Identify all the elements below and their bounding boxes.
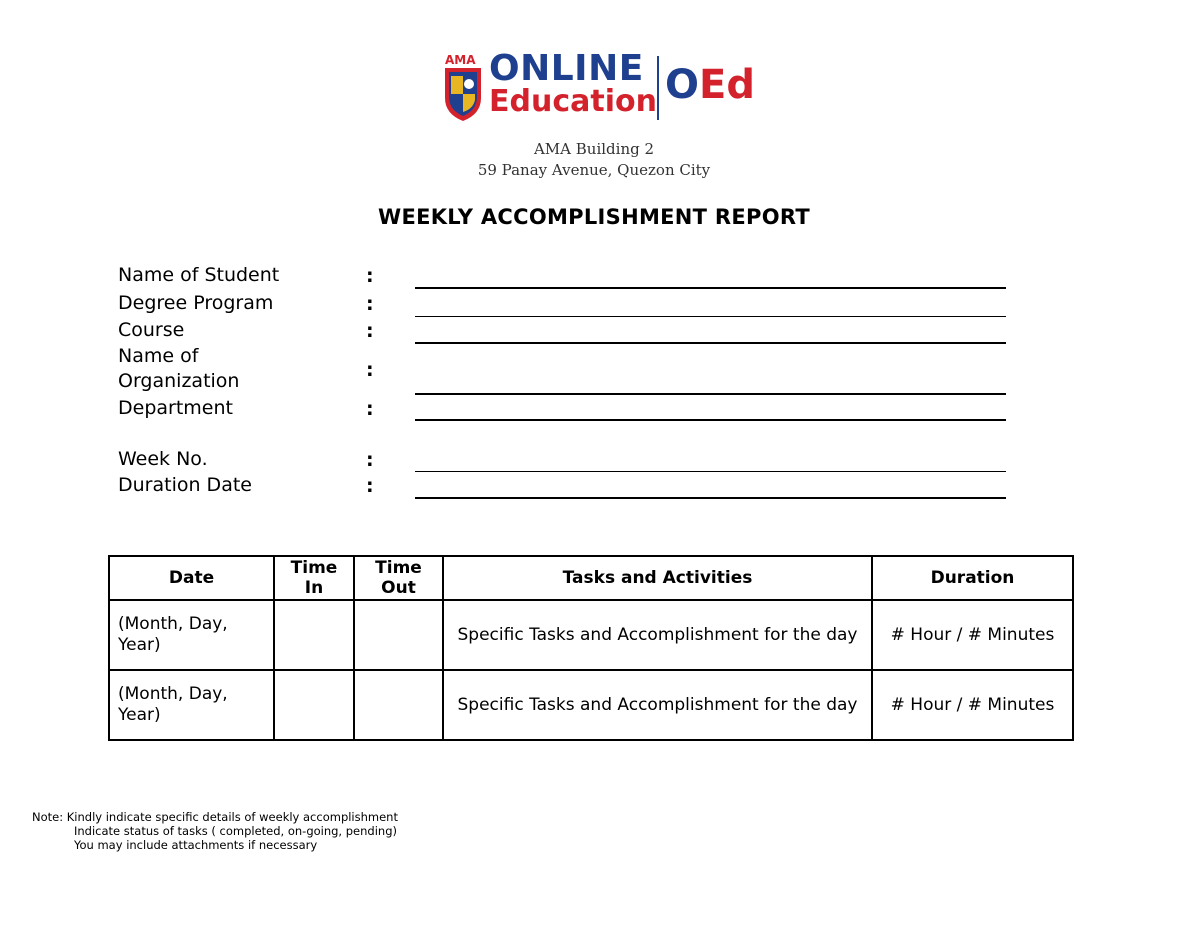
address-line-2: 59 Panay Avenue, Quezon City [477, 161, 711, 179]
input-line-duration-date[interactable] [415, 497, 1006, 499]
colon-degree: : [366, 293, 374, 315]
colon-duration-date: : [366, 475, 374, 497]
cell-duration[interactable]: # Hour / # Minutes [872, 670, 1073, 740]
label-name-of-organization-line1: Name of [118, 345, 199, 367]
header-date: Date [109, 556, 274, 600]
input-line-week[interactable] [415, 471, 1006, 472]
label-name-of-student: Name of Student [118, 264, 280, 286]
colon-week: : [366, 449, 374, 471]
input-line-department[interactable] [415, 419, 1006, 421]
input-line-student[interactable] [415, 287, 1006, 289]
cell-date[interactable]: (Month, Day, Year) [109, 670, 274, 740]
cell-task[interactable]: Specific Tasks and Accomplishment for the day [443, 600, 872, 670]
table-row [109, 670, 1073, 740]
colon-student: : [366, 265, 374, 287]
logo-shield-text: AMA [445, 53, 476, 67]
logo-oed: OEd [665, 62, 755, 108]
cell-time-out[interactable] [354, 600, 443, 670]
colon-organization: : [366, 359, 374, 381]
colon-course: : [366, 320, 374, 342]
note-line-2: Indicate status of tasks ( completed, on-going, pending) [74, 824, 397, 838]
note-line-3: You may include attachments if necessary [74, 838, 318, 852]
logo-word-online: ONLINE [489, 48, 644, 89]
label-course: Course [118, 319, 185, 341]
header-time-in: Time In [274, 556, 354, 600]
label-name-of-organization-line2: Organization [118, 370, 240, 392]
input-line-degree[interactable] [415, 316, 1006, 317]
footer-note [32, 810, 398, 852]
colon-department: : [366, 398, 374, 420]
header-time-out: Time Out [354, 556, 443, 600]
cell-task[interactable]: Specific Tasks and Accomplishment for the day [443, 670, 872, 740]
header-tasks: Tasks and Activities [443, 556, 872, 600]
report-title: WEEKLY ACCOMPLISHMENT REPORT [377, 205, 811, 229]
cell-time-in[interactable] [274, 600, 354, 670]
cell-duration[interactable]: # Hour / # Minutes [872, 600, 1073, 670]
ama-online-education-logo [443, 48, 763, 126]
table-header-row [109, 556, 1073, 600]
header-duration: Duration [872, 556, 1073, 600]
accomplishment-table [108, 555, 1074, 741]
cell-time-out[interactable] [354, 670, 443, 740]
table-row [109, 600, 1073, 670]
logo-word-education: Education [489, 84, 657, 119]
input-line-organization[interactable] [415, 393, 1006, 395]
cell-date[interactable]: (Month, Day, Year) [109, 600, 274, 670]
label-duration-date: Duration Date [118, 474, 252, 496]
address-line-1: AMA Building 2 [533, 140, 655, 158]
input-line-course[interactable] [415, 342, 1006, 344]
label-department: Department [118, 397, 233, 419]
label-degree-program: Degree Program [118, 292, 274, 314]
logo-divider [657, 56, 659, 120]
note-line-1: Note: Kindly indicate specific details of weekly accomplishment [32, 810, 398, 824]
label-week-no: Week No. [118, 448, 208, 470]
cell-time-in[interactable] [274, 670, 354, 740]
